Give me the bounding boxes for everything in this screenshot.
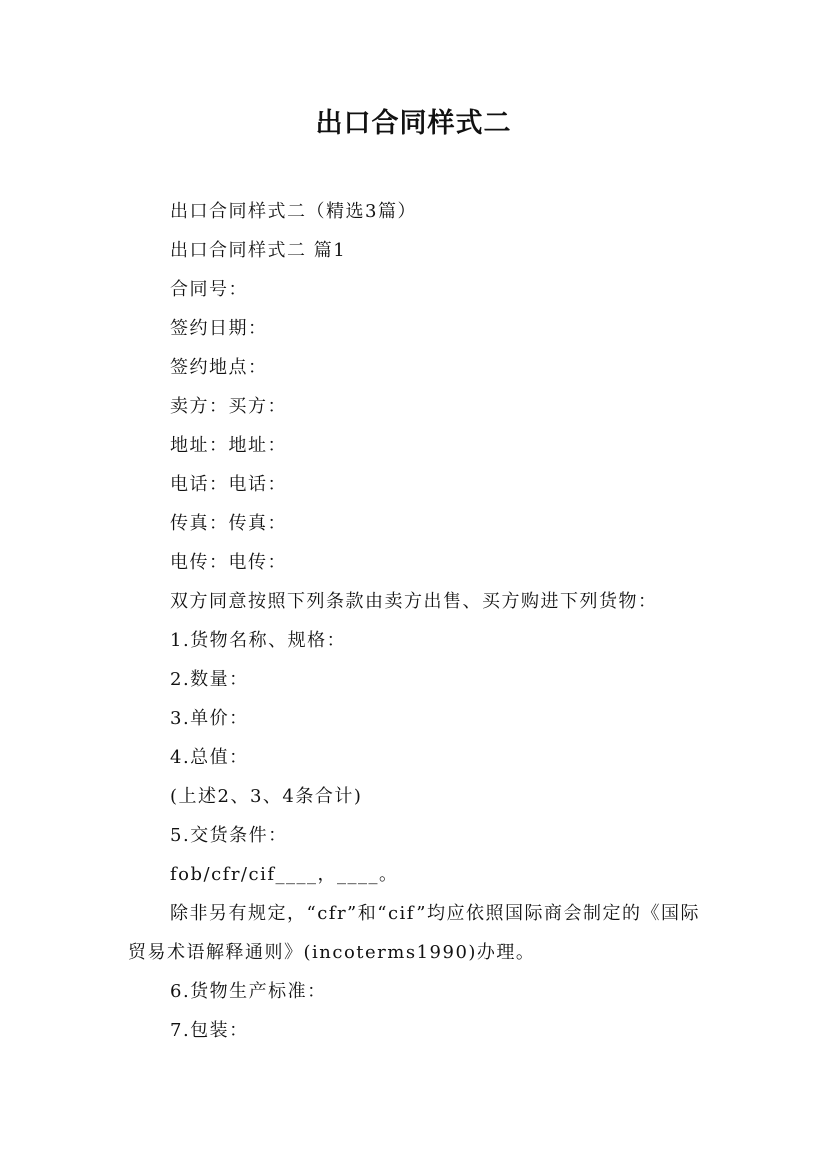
paragraph-quantity: 2.数量：: [170, 669, 249, 690]
paragraph-total-value: 4.总值：: [170, 747, 249, 768]
paragraph-agreement: 双方同意按照下列条款由卖方出售、买方购进下列货物：: [170, 591, 658, 612]
document-title: 出口合同样式二: [315, 108, 512, 139]
paragraph-unit-price: 3.单价：: [170, 708, 249, 729]
paragraph-phone: 电话：电话：: [170, 474, 287, 495]
paragraph-fax: 传真：传真：: [170, 513, 287, 534]
paragraph-signing-date: 签约日期：: [170, 318, 268, 339]
paragraph-packaging: 7.包装：: [170, 1020, 249, 1041]
paragraph-total-note: (上述2、3、4条合计): [170, 786, 363, 807]
paragraph-trade-terms: fob/cfr/cif____，____。: [170, 864, 399, 885]
paragraph-telex: 电传：电传：: [170, 552, 287, 573]
paragraph-production-standard: 6.货物生产标准：: [170, 981, 327, 1002]
paragraph-delivery-terms: 5.交货条件：: [170, 825, 288, 846]
paragraph-section-title: 出口合同样式二 篇1: [170, 240, 347, 261]
paragraph-signing-place: 签约地点：: [170, 357, 268, 378]
paragraph-heading: 出口合同样式二（精选3篇）: [170, 201, 417, 222]
paragraph-address: 地址：地址：: [170, 435, 287, 456]
paragraph-goods-name: 1.货物名称、规格：: [170, 630, 347, 651]
paragraph-contract-number: 合同号：: [170, 279, 248, 300]
paragraph-incoterms-clause: 除非另有规定，“cfr”和“cif”均应依照国际商会制定的《国际贸易术语解释通则》(incoterms1990)办理。: [128, 903, 700, 963]
paragraph-seller-buyer: 卖方：买方：: [170, 396, 287, 417]
document-body: [128, 192, 703, 1050]
